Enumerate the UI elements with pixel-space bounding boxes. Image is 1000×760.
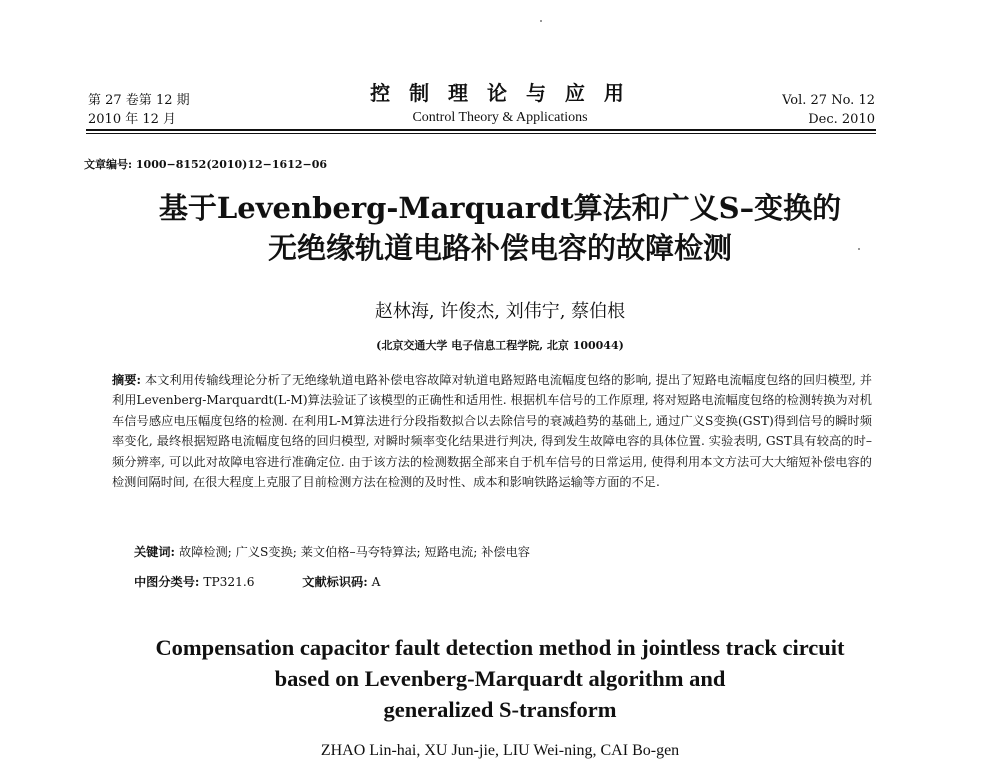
title-cn-line2: 无绝缘轨道电路补偿电容的故障检测 [267,231,732,265]
abstract-text: 本文利用传输线理论分析了无绝缘轨道电路补偿电容故障对轨道电路短路电流幅度包络的影响, 提出了短路电流幅度包络的回归模型, 并利用Levenberg-Marquardt(L-M)算法验证了该模型的正确性和适用性. 根据机车信号的工作原理, 将对短路电流幅度包络的检测转换为对机车信号感应电压幅度包络的检测. 在利用L-M算法进行分段指数拟合以去除信号的衰减趋势的基础上, 通过广义S变换(GST)得到信号的瞬时频率变化, 最终根据短路电流幅度包络的回归模型, 对瞬时频率变化结果进行判决, 得到发生故障电容的具体位置. 实验表明, GST具有较高的时–频分辨率, 可以此对故障电容进行准确定位. 由于该方法的检测数据全部来自于机车信号的日常运用, 使得利用本文方法可大大缩短补偿电容的检测间隔时间, 在很大程度上克服了目前检测方法在检测的及时性、成本和影响铁路运输等方面的不足. [112,373,872,490]
doc-code-value: A [371,575,381,589]
header-volume-info-en [782,91,875,129]
doc-code-label: 文献标识码: [302,575,368,589]
header-volume-issue-en: Vol. 27 No. 12 [782,93,875,108]
title-en [0,632,1000,725]
title-cn [0,188,1000,268]
classification [134,573,380,590]
keywords [134,543,530,560]
title-en-line2: based on Levenberg-Marquardt algorithm and [274,666,726,691]
abstract-label: 摘要: [112,373,142,387]
keywords-text: 故障检测; 广义S变换; 莱文伯格–马夸特算法; 短路电流; 补偿电容 [178,545,530,559]
article-number: 文章编号: 1000−8152(2010)12−1612−06 [84,158,328,171]
clc-value: TP321.6 [203,575,255,589]
title-en-line1: Compensation capacitor fault detection method in jointless track circuit [155,635,845,660]
abstract [112,370,872,492]
title-cn-line1: 基于Levenberg-Marquardt算法和广义S–变换的 [158,191,842,225]
keywords-label: 关键词: [134,545,176,559]
affiliation-cn: (北京交通大学 电子信息工程学院, 北京 100044) [376,339,624,352]
clc-label: 中图分类号: [134,575,200,589]
journal-name-en: Control Theory & Applications [412,110,588,125]
header-volume-issue: 第 27 卷第 12 期 [88,93,190,108]
authors-cn: 赵林海, 许俊杰, 刘伟宁, 蔡伯根 [374,301,626,322]
header-date-en: Dec. 2010 [808,112,875,127]
title-en-line3: generalized S-transform [383,697,617,722]
header-date-cn: 2010 年 12 月 [88,112,177,127]
scan-speck [540,20,542,22]
header-rule-thick [86,129,876,131]
journal-name-cn: 控 制 理 论 与 应 用 [370,81,630,105]
header-rule-thin [86,133,876,134]
authors-en: ZHAO Lin-hai, XU Jun-jie, LIU Wei-ning, CAI Bo-gen [320,742,680,759]
